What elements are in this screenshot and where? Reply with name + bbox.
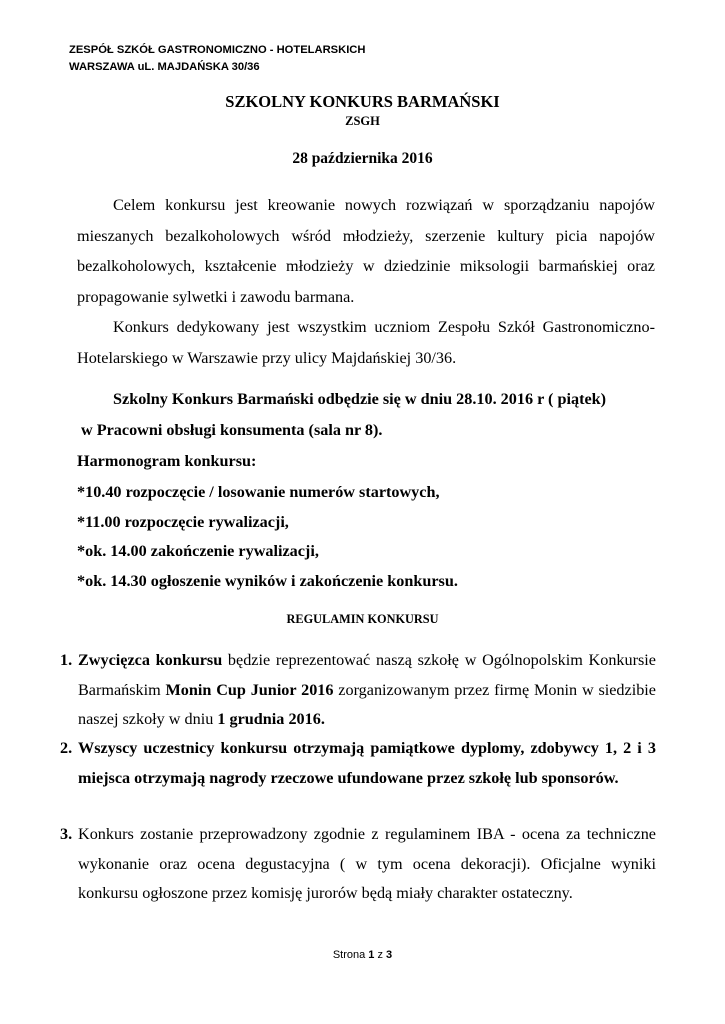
schedule-item: *ok. 14.00 zakończenie rywalizacji, (77, 542, 319, 560)
page-title: SZKOLNY KONKURS BARMAŃSKI (225, 92, 500, 111)
school-name: ZESPÓŁ SZKÓŁ GASTRONOMICZNO - HOTELARSKICH (69, 44, 366, 56)
rule-plain-text: będzie reprezentować naszą szkołę w Ogólnopolskim Konkursie Barmańskim (78, 651, 656, 699)
page-of: z (377, 949, 383, 961)
schedule-heading: Harmonogram konkursu: (77, 452, 257, 470)
page-label: Strona (332, 949, 366, 961)
event-date: 28 października 2016 (292, 150, 433, 167)
page-subtitle: ZSGH (345, 114, 380, 128)
event-location-line: w Pracowni obsługi konsumenta (sala nr 8). (81, 421, 383, 439)
school-address: WARSZAWA uL. MAJDAŃSKA 30/36 (69, 61, 260, 73)
page-footer (0, 948, 725, 962)
rule-text (78, 646, 656, 735)
schedule-item: *10.40 rozpoczęcie / losowanie numerów startowych, (77, 483, 440, 501)
event-info-line: Szkolny Konkurs Barmański odbędzie się w dniu 28.10. 2016 r ( piątek) (113, 390, 607, 408)
rules-heading: REGULAMIN KONKURSU (286, 612, 439, 626)
rule-bold-text: Zwycięzca konkursu (78, 651, 223, 669)
page-current: 1 (368, 949, 375, 961)
rule-plain-text: zorganizowanym przez firmę Monin w siedzibie naszej szkoły w dniu (78, 680, 656, 728)
page-total: 3 (386, 949, 393, 961)
rule-bold-text: 1 grudnia 2016. (217, 710, 325, 728)
rule-number: 2. (60, 739, 73, 757)
rule-text: Wszyscy uczestnicy konkursu otrzymają pamiątkowe dyplomy, zdobywcy 1, 2 i 3 miejsca otrzymają nagrody rzeczowe ufundowane przez szkołę lub sponsorów. (78, 739, 656, 787)
rule-bold-text: Monin Cup Junior 2016 (165, 680, 334, 699)
schedule-item: *11.00 rozpoczęcie rywalizacji, (77, 513, 289, 531)
school-header (69, 42, 365, 76)
rule-number: 3. (60, 825, 73, 843)
intro-paragraph-goal: Celem konkursu jest kreowanie nowych rozwiązań w sporządzaniu napojów mieszanych bezalkoholowych wśród młodzieży, szerzenie kultury picia napojów bezalkoholowych, kształcenie młodzieży w dziedzinie miksologii barmańskiej oraz propagowanie sylwetki i zawodu barmana. (77, 196, 655, 306)
schedule-item: *ok. 14.30 ogłoszenie wyników i zakończenie konkursu. (77, 572, 458, 590)
intro-paragraph-audience: Konkurs dedykowany jest wszystkim uczniom Zespołu Szkół Gastronomiczno-Hotelarskiego w Warszawie przy ulicy Majdańskiej 30/36. (77, 318, 655, 367)
rule-number: 1. (60, 651, 73, 669)
rule-text: Konkurs zostanie przeprowadzony zgodnie z regulaminem IBA - ocena za techniczne wykonanie oraz ocena degustacyjna ( w tym ocena dekoracji). Oficjalne wyniki konkursu ogłoszone przez komisję jurorów będą miały charakter ostateczny. (78, 825, 656, 902)
